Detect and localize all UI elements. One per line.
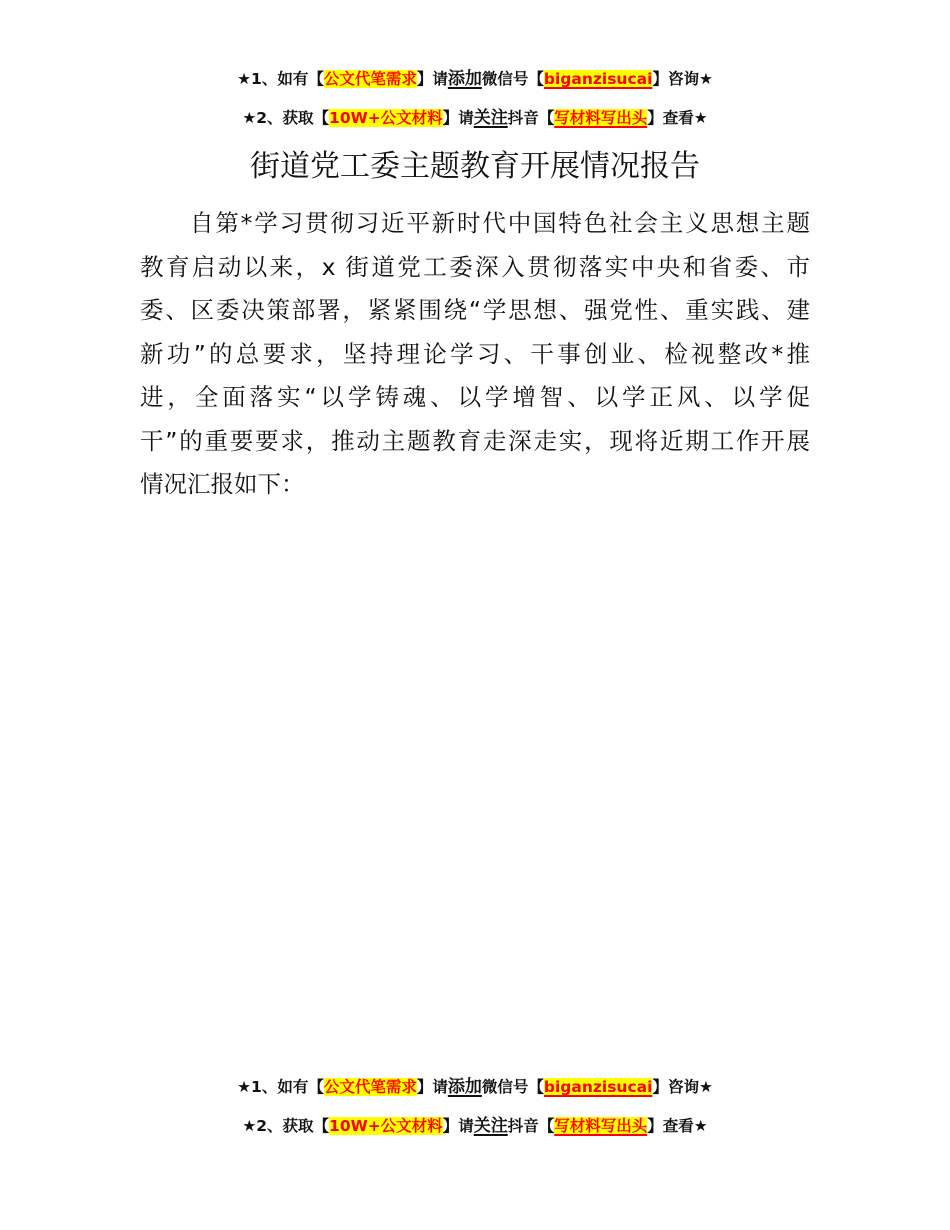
banner-text: 】请 [442, 109, 474, 127]
banner-text: 抖音【 [507, 1117, 555, 1135]
paragraph-line: 干”的重要要求，推动主题教育走深走实，现将近期工作开展 [140, 426, 810, 455]
ghostwriting-highlight: 公文代笔需求 [323, 70, 417, 88]
bottom-banner-line-2 [0, 1115, 950, 1137]
banner-text: 】请 [442, 1117, 474, 1135]
banner-prefix: ★2、获取【 [242, 1117, 330, 1135]
document-title: 街道党工委主题教育开展情况报告 [250, 149, 700, 184]
materials-highlight: 10W+公文材料 [329, 109, 443, 127]
materials-highlight: 10W+公文材料 [329, 1117, 443, 1135]
follow-emphasis: 关注 [473, 108, 508, 128]
douyin-account-highlight: 写材料写出头 [554, 1117, 648, 1135]
paragraph-line: 委、区委决策部署，紧紧围绕“学思想、强党性、重实践、建 [140, 296, 810, 324]
banner-suffix: 】咨询★ [652, 1078, 713, 1096]
paragraph-line: 情况汇报如下： [140, 470, 305, 498]
banner-text: 微信号【 [481, 70, 544, 88]
banner-text: 微信号【 [481, 1078, 544, 1096]
banner-text: 】请 [416, 1078, 448, 1096]
bottom-banner-line-1 [0, 1076, 950, 1098]
banner-prefix: ★2、获取【 [242, 109, 330, 127]
add-emphasis: 添加 [447, 1077, 482, 1097]
paragraph-line: 进，全面落实“以学铸魂、以学增智、以学正风、以学促 [140, 383, 810, 411]
add-emphasis: 添加 [447, 69, 482, 89]
banner-prefix: ★1、如有【 [237, 1078, 324, 1096]
paragraph-line: 自第*学习贯彻习近平新时代中国特色社会主义思想主题 [190, 209, 810, 237]
paragraph-line: 新功”的总要求，坚持理论学习、干事创业、检视整改*推 [140, 339, 810, 368]
banner-prefix: ★1、如有【 [237, 70, 324, 88]
document-paragraph [140, 202, 810, 507]
top-banner-line-1 [0, 68, 950, 90]
banner-suffix: 】查看★ [647, 109, 708, 127]
banner-suffix: 】查看★ [647, 1117, 708, 1135]
follow-emphasis: 关注 [473, 1116, 508, 1136]
wechat-id-highlight: biganzisucai [543, 70, 653, 88]
paragraph-line: 教育启动以来，x 街道党工委深入贯彻落实中央和省委、市 [140, 252, 810, 281]
banner-suffix: 】咨询★ [652, 70, 713, 88]
top-banner-line-2 [0, 107, 950, 129]
banner-text: 】请 [416, 70, 448, 88]
banner-text: 抖音【 [507, 109, 555, 127]
douyin-account-highlight: 写材料写出头 [554, 109, 648, 127]
wechat-id-highlight: biganzisucai [543, 1078, 653, 1096]
ghostwriting-highlight: 公文代笔需求 [323, 1078, 417, 1096]
